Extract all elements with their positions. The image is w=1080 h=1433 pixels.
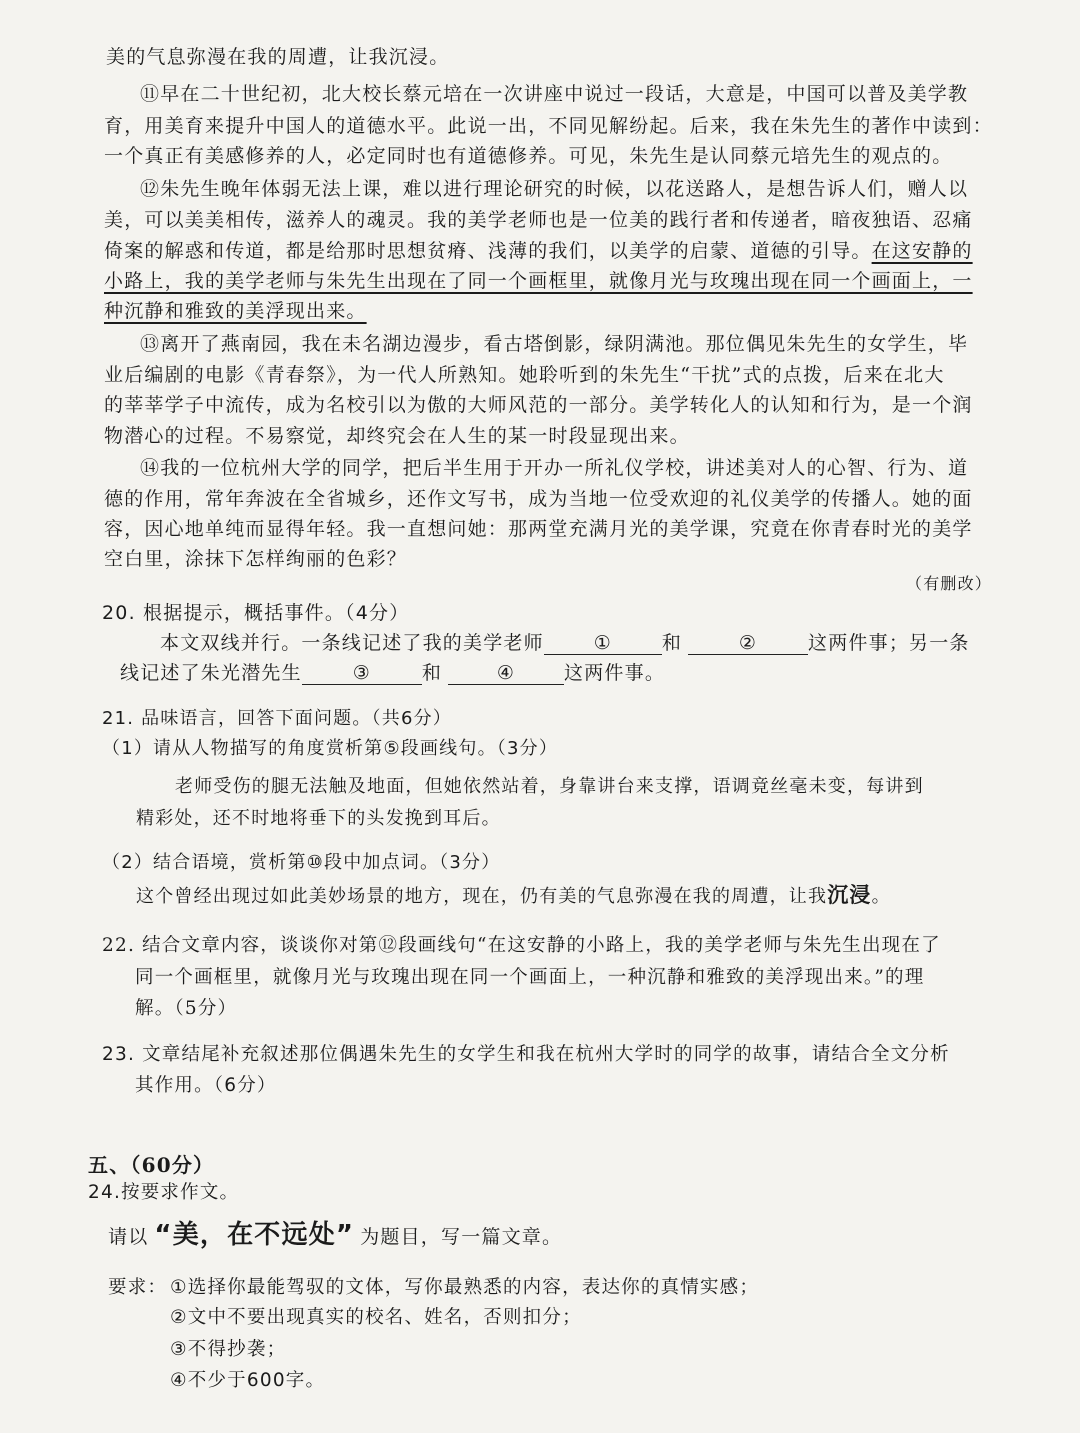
essay-prompt-a: 请以 [108, 1226, 149, 1248]
q21-sub-1: （1）请从人物描写的角度赏析第⑤段画线句。（3分） [102, 738, 559, 759]
q20-and-1: 和 [661, 632, 683, 654]
q20-blank-2[interactable]: ② [688, 632, 808, 655]
essay-prompt-b: 为题目，写一篇文章。 [360, 1226, 563, 1248]
p14-line-3: 容，因心地单纯而显得年轻。我一直想问她：那两堂充满月光的美学课，究竟在你青春时光的美学 [104, 518, 973, 540]
q23-line-1: 23. 文章结尾补充叙述那位偶遇朱先生的女学生和我在杭州大学时的同学的故事，请结合全文分析 [102, 1044, 950, 1065]
requirement-4: ④不少于600字。 [170, 1370, 326, 1391]
q23-line-2: 其作用。（6分） [135, 1075, 277, 1096]
q21-sub-2: （2）结合语境，赏析第⑩段中加点词。（3分） [102, 852, 501, 873]
passage-top-line: 美的气息弥漫在我的周遭，让我沉浸。 [106, 46, 450, 68]
p12-underlined-line-2: 种沉静和雅致的美浮现出来。 [104, 300, 367, 322]
q20-text-b: 这两件事；另一条 [808, 632, 970, 654]
essay-title: “美，在不远处” [154, 1220, 355, 1250]
p12-underlined-start: 在这安静的 [871, 240, 973, 262]
requirements-label: 要求： [108, 1277, 168, 1298]
essay-prompt [108, 1222, 562, 1250]
p11-line-2: 育，用美育来提升中国人的道德水平。此说一出，不同见解纷起。后来，我在朱先生的著作中读到： [104, 115, 993, 137]
p14-line-1: ⑭我的一位杭州大学的同学，把后半生用于开办一所礼仪学校，讲述美对人的心智、行为、道 [140, 457, 969, 479]
q20-text-d: 这两件事。 [564, 662, 666, 684]
p13-line-3: 的莘莘学子中流传，成为名校引以为傲的大师风范的一部分。美学转化人的认知和行为，是一个润 [104, 394, 973, 416]
q20-text-a: 本文双线并行。一条线记述了我的美学老师 [160, 632, 544, 654]
p13-line-1: ⑬离开了燕南园，我在未名湖边漫步，看古塔倒影，绿阴满池。那位偶见朱先生的女学生，毕 [140, 333, 969, 355]
q20-and-2: 和 [421, 662, 443, 684]
q20-line-1 [160, 630, 970, 656]
q21-dotted-word: 沉浸 [827, 882, 872, 907]
q21-quote-2-end: 。 [871, 886, 891, 907]
p14-line-4: 空白里，涂抹下怎样绚丽的色彩？ [104, 548, 408, 570]
q20-blank-3[interactable]: ③ [302, 662, 422, 685]
q22-line-2: 同一个画框里，就像月光与玫瑰出现在同一个画面上，一种沉静和雅致的美浮现出来。”的理 [135, 967, 925, 988]
q21-quote-1-line-1: 老师受伤的腿无法触及地面，但她依然站着，身靠讲台来支撑，语调竟丝毫未变，每讲到 [175, 776, 924, 797]
q20-blank-1[interactable]: ① [544, 632, 662, 655]
p12-line-3 [104, 238, 973, 264]
p11-line-3: 一个真正有美感修养的人，必定同时也有道德修养。可见，朱先生是认同蔡元培先生的观点的。 [104, 145, 953, 167]
q22-line-3: 解。（5分） [135, 998, 238, 1019]
requirement-1: ①选择你最能驾驭的文体，写你最熟悉的内容，表达你的真情实感； [170, 1277, 760, 1298]
q21-stem: 21. 品味语言，回答下面问题。（共6分） [102, 708, 452, 729]
requirement-3: ③不得抄袭； [170, 1339, 287, 1360]
p12-underlined-line-1: 小路上，我的美学老师与朱先生出现在了同一个画框里，就像月光与玫瑰出现在同一个画面上，一 [104, 270, 973, 292]
p11-line-1: ⑪早在二十世纪初，北大校长蔡元培在一次讲座中说过一段话，大意是，中国可以普及美学教 [140, 83, 969, 105]
q20-blank-4[interactable]: ④ [448, 662, 564, 685]
q20-line-2 [120, 660, 665, 686]
q21-quote-2-text: 这个曾经出现过如此美妙场景的地方，现在，仍有美的气息弥漫在我的周遭，让我 [136, 886, 828, 907]
q20-stem: 20. 根据提示，概括事件。（4分） [102, 602, 410, 624]
p12-line-1: ⑫朱先生晚年体弱无法上课，难以进行理论研究的时候，以花送路人，是想告诉人们，赠人以 [140, 178, 969, 200]
p14-line-2: 德的作用，常年奔波在全省城乡，还作文写书，成为当地一位受欢迎的礼仪美学的传播人。她的面 [104, 488, 973, 510]
p12-line-3-plain: 倚案的解惑和传道，都是给那时思想贫瘠、浅薄的我们，以美学的启蒙、道德的引导。 [104, 240, 872, 262]
edit-note: （有删改） [906, 574, 993, 593]
q20-text-c: 线记述了朱光潜先生 [120, 662, 302, 684]
q24-stem: 24.按要求作文。 [88, 1182, 240, 1203]
p13-line-4: 物潜心的过程。不易察觉，却终究会在人生的某一时段显现出来。 [104, 425, 690, 447]
p13-line-2: 业后编剧的电影《青春祭》，为一代人所熟知。她聆听到的朱先生“干扰”式的点拨，后来在北大 [104, 364, 945, 386]
q21-quote-1-line-2: 精彩处，还不时地将垂下的头发挽到耳后。 [136, 808, 501, 829]
p12-line-2: 美，可以美美相传，滋养人的魂灵。我的美学老师也是一位美的践行者和传递者，暗夜独语、忍痛 [104, 209, 973, 231]
q21-quote-2 [136, 882, 891, 910]
section-5-heading: 五、（60分） [88, 1153, 215, 1177]
requirement-2: ②文中不要出现真实的校名、姓名，否则扣分； [170, 1307, 582, 1328]
q22-line-1: 22. 结合文章内容，谈谈你对第⑫段画线句“在这安静的小路上，我的美学老师与朱先生出现在了 [102, 935, 941, 956]
